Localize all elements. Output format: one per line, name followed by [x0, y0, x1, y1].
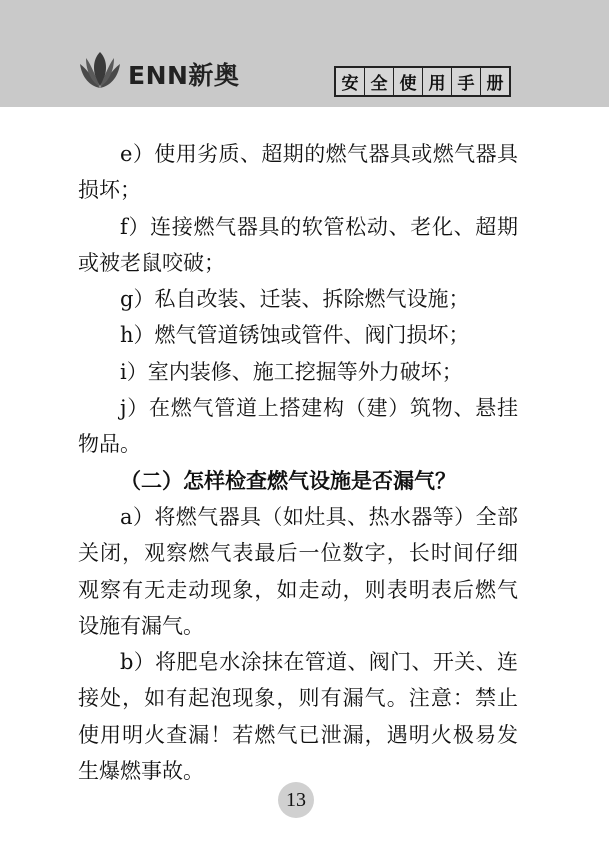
paragraph: a）将燃气器具（如灶具、热水器等）全部关闭，观察燃气表最后一位数字，长时间仔细观察有无走动现象，如走动，则表明表后燃气设施有漏气。 — [78, 504, 518, 638]
paragraph: b）将肥皂水涂抹在管道、阀门、开关、连接处，如有起泡现象，则有漏气。注意：禁止使用明火查漏！若燃气已泄漏，遇明火极易发生爆燃事故。 — [78, 650, 518, 784]
section-heading: （二）怎样检查燃气设施是否漏气？ — [120, 468, 456, 493]
paragraph: f）连接燃气器具的软管松动、老化、超期或被老鼠咬破； — [78, 214, 518, 275]
page-number: 13 — [278, 782, 314, 818]
manual-title-char: 册 — [486, 74, 504, 94]
page-header — [0, 0, 609, 107]
manual-title-char: 安 — [336, 68, 365, 95]
manual-title-char: 用 — [423, 68, 452, 95]
paragraph: j）在燃气管道上搭建构（建）筑物、悬挂物品。 — [78, 396, 518, 457]
paragraph: g）私自改装、迁装、拆除燃气设施； — [120, 287, 470, 312]
paragraph: i）室内装修、施工挖掘等外力破坏； — [120, 359, 463, 384]
paragraph: e）使用劣质、超期的燃气器具或燃气器具损坏； — [78, 142, 518, 203]
brand-logo-text: ENN新奥 — [128, 61, 240, 90]
paragraph: h）燃气管道锈蚀或管件、阀门损坏； — [120, 323, 470, 348]
manual-title-char: 手 — [452, 68, 481, 95]
body-text — [78, 136, 518, 789]
lotus-logo-icon — [76, 46, 124, 94]
manual-title-char: 全 — [365, 68, 394, 95]
manual-title-char: 使 — [394, 68, 423, 95]
manual-title-box — [334, 66, 511, 97]
